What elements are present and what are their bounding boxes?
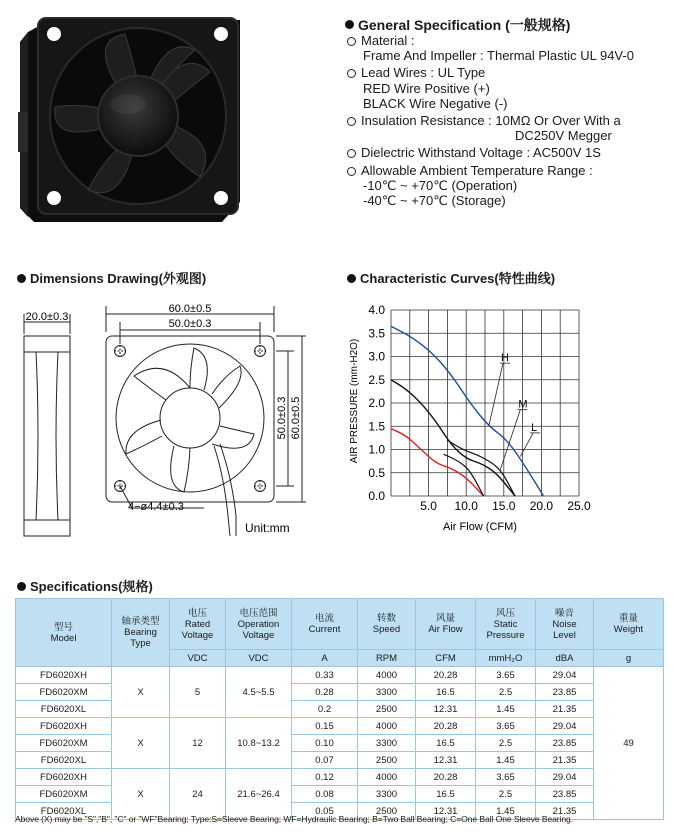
circle-bullet-icon bbox=[347, 167, 356, 176]
spec-line bbox=[347, 113, 634, 128]
general-spec-list bbox=[347, 33, 634, 208]
table-cell: 16.5 bbox=[416, 786, 476, 803]
spec-line-text: -10℃ ~ +70℃ (Operation) bbox=[363, 177, 518, 193]
y-tick-label: 1.0 bbox=[368, 442, 385, 457]
column-header-en: Bearing Type bbox=[124, 627, 157, 649]
column-header bbox=[594, 599, 664, 650]
column-header-cn: 型号 bbox=[53, 621, 73, 633]
table-cell: 0.33 bbox=[292, 667, 358, 684]
table-cell: 29.04 bbox=[536, 769, 594, 786]
x-tick-label: 15.0 bbox=[492, 499, 516, 513]
column-header bbox=[226, 599, 292, 650]
table-cell: 3300 bbox=[358, 684, 416, 701]
unit-cell: VDC bbox=[226, 650, 292, 667]
spec-line bbox=[347, 163, 634, 178]
bullet-dot-icon bbox=[347, 274, 356, 283]
spec-line-text: Frame And Impeller : Thermal Plastic UL 94V-0 bbox=[363, 48, 634, 64]
spec-line-text: Allowable Ambient Temperature Range : bbox=[361, 162, 593, 178]
dim-hole-height: 50.0±0.3 bbox=[276, 396, 288, 440]
x-tick-label: 25.0 bbox=[567, 499, 591, 513]
specifications-title-text: Specifications bbox=[30, 579, 119, 594]
table-cell: FD6020XM bbox=[16, 786, 112, 803]
column-header bbox=[292, 599, 358, 650]
chart-x-axis-label: Air Flow (CFM) bbox=[443, 521, 517, 533]
spec-line bbox=[347, 193, 634, 208]
column-header bbox=[16, 599, 112, 667]
table-cell: 29.04 bbox=[536, 718, 594, 735]
chart-series-labels bbox=[489, 352, 540, 470]
y-tick-label: 0.0 bbox=[368, 489, 385, 503]
specifications-table bbox=[15, 598, 664, 820]
y-tick-label: 2.5 bbox=[368, 372, 385, 387]
spec-line bbox=[347, 145, 634, 160]
column-header-en: Weight bbox=[613, 624, 644, 635]
unit-cell: VDC bbox=[170, 650, 226, 667]
column-header-cn: 风量 bbox=[435, 613, 455, 624]
column-header-cn: 电压范围 bbox=[239, 607, 278, 619]
table-cell: 3.65 bbox=[476, 769, 536, 786]
table-cell: FD6020XL bbox=[16, 803, 112, 820]
table-cell: 21.35 bbox=[536, 752, 594, 769]
dimensions-drawing bbox=[14, 296, 314, 540]
table-cell: 21.35 bbox=[536, 803, 594, 820]
general-spec-title bbox=[345, 15, 570, 35]
y-tick-label: 2.0 bbox=[368, 396, 385, 410]
table-cell: X bbox=[112, 718, 170, 769]
table-cell: X bbox=[112, 667, 170, 718]
table-cell: FD6020XL bbox=[16, 701, 112, 718]
dim-outer-width: 60.0±0.5 bbox=[168, 303, 212, 315]
column-header-en: Model bbox=[50, 632, 77, 644]
series-label: L bbox=[531, 421, 538, 434]
column-header bbox=[416, 599, 476, 650]
table-row bbox=[16, 667, 664, 684]
column-header-cn: 风压 bbox=[495, 607, 515, 619]
series-line-L bbox=[391, 429, 484, 496]
table-cell: 16.5 bbox=[416, 735, 476, 752]
table-header-row bbox=[16, 599, 664, 650]
spec-line-text: DC250V Megger bbox=[515, 128, 612, 144]
table-cell: 2.5 bbox=[476, 786, 536, 803]
series-label-leader bbox=[500, 410, 520, 471]
table-cell: 5 bbox=[170, 667, 226, 718]
x-tick-label: 20.0 bbox=[529, 499, 554, 513]
table-cell: 21.6~26.4 bbox=[226, 769, 292, 820]
table-cell: 0.15 bbox=[292, 718, 358, 735]
table-cell: 20.28 bbox=[416, 667, 476, 684]
chart-tick-labels bbox=[368, 303, 591, 513]
spec-line-text: -40℃ ~ +70℃ (Storage) bbox=[363, 192, 506, 208]
chart-y-axis-label: AIR PRESSURE (mm-H2O) bbox=[349, 338, 360, 464]
bullet-dot-icon bbox=[17, 582, 26, 591]
table-cell: 4000 bbox=[358, 769, 416, 786]
table-cell: X bbox=[112, 769, 170, 820]
table-cell: 2.5 bbox=[476, 684, 536, 701]
specifications-title bbox=[17, 576, 153, 595]
x-tick-label: 5.0 bbox=[420, 499, 437, 513]
unit-cell: mmH₂O bbox=[476, 650, 536, 667]
table-cell: 16.5 bbox=[416, 684, 476, 701]
dim-hole-width: 50.0±0.3 bbox=[168, 318, 212, 330]
spec-line-text: Dielectric Withstand Voltage : AC500V 1S bbox=[361, 145, 601, 161]
y-tick-label: 3.5 bbox=[368, 326, 385, 341]
spec-line bbox=[347, 33, 634, 48]
table-cell: 0.12 bbox=[292, 769, 358, 786]
table-cell: FD6020XH bbox=[16, 667, 112, 684]
table-cell: 24 bbox=[170, 769, 226, 820]
column-header-cn: 转数 bbox=[376, 613, 396, 624]
table-cell: 3300 bbox=[358, 786, 416, 803]
y-tick-label: 4.0 bbox=[368, 303, 385, 317]
column-header-en: Rated Voltage bbox=[181, 618, 214, 641]
table-cell: 29.04 bbox=[536, 667, 594, 684]
table-cell: 1.45 bbox=[476, 701, 536, 718]
table-row bbox=[16, 769, 664, 786]
table-cell: 0.10 bbox=[292, 735, 358, 752]
table-cell: 12.31 bbox=[416, 701, 476, 718]
spec-line bbox=[347, 48, 634, 63]
table-cell: 10.8~13.2 bbox=[226, 718, 292, 769]
dimensions-title-text: Dimensions Drawing bbox=[30, 271, 159, 286]
spec-line-text: BLACK Wire Negative (-) bbox=[363, 95, 508, 111]
unit-label: Unit:mm bbox=[245, 521, 290, 535]
column-header-en: Air Flow bbox=[428, 624, 463, 635]
curves-title bbox=[347, 268, 555, 287]
table-cell: 3.65 bbox=[476, 718, 536, 735]
characteristic-chart bbox=[343, 296, 593, 540]
specifications-title-cn: (规格) bbox=[118, 579, 153, 594]
table-cell: 2500 bbox=[358, 701, 416, 718]
table-cell: 20.28 bbox=[416, 769, 476, 786]
table-body bbox=[16, 667, 664, 820]
column-header-cn: 重量 bbox=[618, 613, 638, 624]
unit-cell: RPM bbox=[358, 650, 416, 667]
column-header-en: Operation Voltage bbox=[237, 618, 280, 641]
column-header-cn: 电流 bbox=[314, 613, 334, 624]
spec-line-text: Insulation Resistance : 10MΩ Or Over With a bbox=[361, 112, 621, 128]
y-tick-label: 1.5 bbox=[368, 419, 385, 434]
table-cell: 12.31 bbox=[416, 803, 476, 820]
series-label-leader bbox=[489, 363, 503, 426]
table-cell: 12.31 bbox=[416, 752, 476, 769]
table-cell: 4.5~5.5 bbox=[226, 667, 292, 718]
fan-photo bbox=[10, 12, 260, 230]
series-label: M bbox=[518, 398, 528, 411]
bearing-note: Above (X) may be "S","B", "C" or "WF"Bearing; Type:S=Sleeve Bearing; WF=Hydraulic Bearing; B=Two Ball Bearing; C=One Ball One Sleeve Bearing. bbox=[15, 814, 574, 824]
table-cell: 49 bbox=[594, 667, 664, 820]
table-cell: 0.05 bbox=[292, 803, 358, 820]
table-cell: 1.45 bbox=[476, 803, 536, 820]
series-tail-M bbox=[447, 440, 515, 496]
table-cell: 2500 bbox=[358, 803, 416, 820]
table-cell: 21.35 bbox=[536, 701, 594, 718]
spec-line bbox=[347, 178, 634, 193]
unit-cell: g bbox=[594, 650, 664, 667]
unit-cell: dBA bbox=[536, 650, 594, 667]
table-cell: FD6020XH bbox=[16, 769, 112, 786]
column-header bbox=[476, 599, 536, 650]
general-spec-title-cn: (一般规格) bbox=[505, 17, 571, 33]
table-row bbox=[16, 718, 664, 735]
table-cell: FD6020XH bbox=[16, 718, 112, 735]
column-header-cn: 电压 bbox=[187, 607, 207, 619]
table-cell: 20.28 bbox=[416, 718, 476, 735]
dim-hole-label: 4−ø4.4±0.3 bbox=[128, 501, 184, 513]
table-cell: 23.85 bbox=[536, 735, 594, 752]
circle-bullet-icon bbox=[347, 69, 356, 78]
column-header-en: Noise Level bbox=[552, 618, 577, 641]
spec-line-text: Material : bbox=[361, 33, 415, 48]
column-header-en: Current bbox=[308, 624, 341, 635]
table-cell: 2.5 bbox=[476, 735, 536, 752]
column-header-en: Speed bbox=[372, 624, 401, 635]
unit-cell: CFM bbox=[416, 650, 476, 667]
y-tick-label: 0.5 bbox=[368, 465, 385, 480]
table-cell: FD6020XL bbox=[16, 752, 112, 769]
table-cell: 4000 bbox=[358, 718, 416, 735]
bullet-dot-icon bbox=[345, 20, 354, 29]
y-tick-label: 3.0 bbox=[368, 349, 385, 364]
spec-line bbox=[347, 65, 634, 80]
spec-line bbox=[347, 81, 634, 96]
chart-grid bbox=[391, 310, 579, 496]
circle-bullet-icon bbox=[347, 117, 356, 126]
spec-line bbox=[347, 96, 634, 111]
dimensions-title bbox=[17, 268, 206, 287]
dimensions-title-cn: (外观图) bbox=[158, 271, 207, 286]
spec-line-text: RED Wire Positive (+) bbox=[363, 80, 490, 96]
bullet-dot-icon bbox=[17, 274, 26, 283]
curves-title-text: Characteristic Curves bbox=[360, 271, 495, 286]
table-cell: FD6020XM bbox=[16, 735, 112, 752]
table-cell: FD6020XM bbox=[16, 684, 112, 701]
table-cell: 0.2 bbox=[292, 701, 358, 718]
column-header-cn: 轴承类型 bbox=[121, 616, 160, 627]
table-cell: 0.28 bbox=[292, 684, 358, 701]
series-line-H bbox=[391, 326, 544, 496]
column-header-cn: 噪音 bbox=[554, 607, 574, 619]
table-cell: 12 bbox=[170, 718, 226, 769]
table-cell: 0.08 bbox=[292, 786, 358, 803]
table-cell: 23.85 bbox=[536, 786, 594, 803]
column-header bbox=[358, 599, 416, 650]
column-header bbox=[112, 599, 170, 667]
series-label: H bbox=[501, 352, 509, 365]
circle-bullet-icon bbox=[347, 37, 356, 46]
spec-line-text: Lead Wires : UL Type bbox=[361, 65, 486, 81]
table-cell: 23.85 bbox=[536, 684, 594, 701]
table-cell: 3300 bbox=[358, 735, 416, 752]
column-header-en: Static Pressure bbox=[486, 618, 525, 641]
table-cell: 1.45 bbox=[476, 752, 536, 769]
chart-series bbox=[391, 326, 544, 496]
unit-cell: A bbox=[292, 650, 358, 667]
curves-title-cn: (特性曲线) bbox=[494, 271, 556, 286]
column-header bbox=[170, 599, 226, 650]
table-cell: 2500 bbox=[358, 752, 416, 769]
table-cell: 0.07 bbox=[292, 752, 358, 769]
spec-line bbox=[347, 128, 634, 143]
x-tick-label: 10.0 bbox=[454, 499, 478, 513]
general-spec-title-text: General Specification bbox=[358, 17, 502, 33]
column-header bbox=[536, 599, 594, 650]
table-cell: 4000 bbox=[358, 667, 416, 684]
dim-depth: 20.0±0.3 bbox=[25, 311, 69, 323]
table-cell: 3.65 bbox=[476, 667, 536, 684]
dim-outer-height: 60.0±0.5 bbox=[290, 396, 302, 440]
circle-bullet-icon bbox=[347, 149, 356, 158]
